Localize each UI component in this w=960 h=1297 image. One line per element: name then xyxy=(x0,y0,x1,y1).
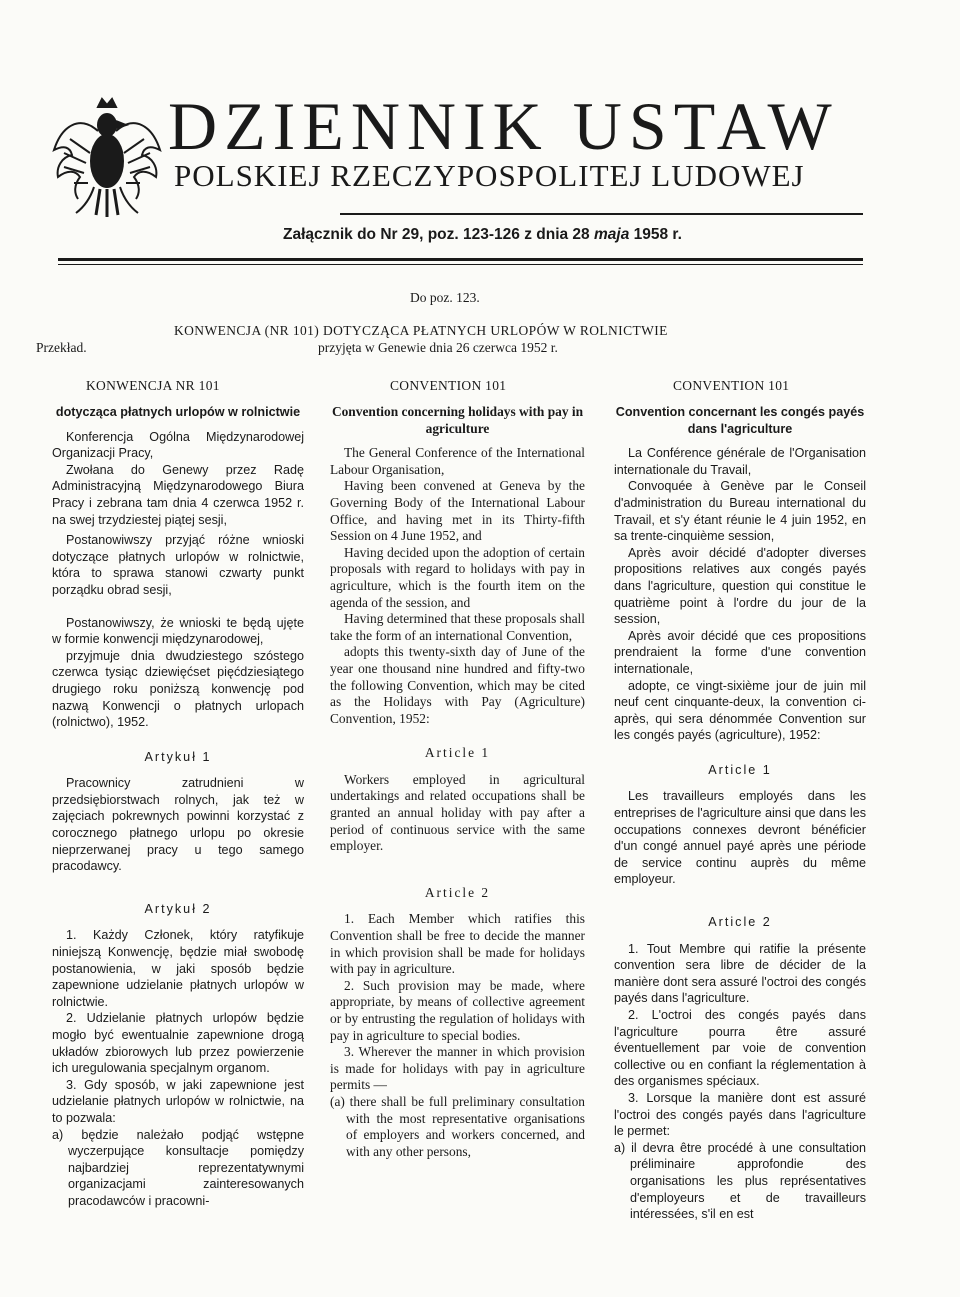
article-2-title: Article 2 xyxy=(424,884,491,900)
preamble-paragraph: Postanowiwszy, że wnioski te będą ujęte w formie konwencji międzynarodowej, xyxy=(52,615,304,647)
article-2-paragraph: 2. Udzielanie płatnych urlopów będzie mogło być ewentualnie zapewnione drogą układów zbiorowych lub przez powierzenie ich uregulowania specjalnym organom. xyxy=(52,1011,304,1076)
adopted-line: przyjęta w Genewie dnia 26 czerwca 1952 r. xyxy=(318,340,558,355)
polish-eagle-emblem xyxy=(50,95,165,220)
preamble-paragraph: Convoquée à Genève par le Conseil d'administration du Bureau international du Travail, et s'y étant réunie le 4 juin 1952, en sa trente-cinquième session, xyxy=(614,479,866,544)
article-1-text: Les travailleurs employés dans les entreprises de l'agriculture ainsi que dans les occupations connexes devront bénéficier d'un congé annuel payé après une période de service continu auprès du même employeur. xyxy=(614,789,866,887)
article-2-title: Article 2 xyxy=(708,915,772,930)
article-2-paragraph: 1. Tout Membre qui ratifie la présente convention sera libre de décider de la manière dont sera assuré l'octroi des congés payés dans l'agriculture. xyxy=(614,941,866,1006)
item-reference: Do poz. 123. xyxy=(410,290,480,305)
main-title: KONWENCJA (NR 101) DOTYCZĄCA PŁATNYCH URLOPÓW W ROLNICTWIE xyxy=(174,323,668,338)
annex-line xyxy=(283,226,843,244)
article-2-paragraph: 3. Gdy sposób, w jaki zapewnione jest udzielanie płatnych urlopów w rolnictwie, na to pozwala: xyxy=(52,1077,304,1125)
translation-label: Przekład. xyxy=(36,340,87,355)
article-2-subitem-a: (a) there shall be full preliminary consultation with the most representative organisations of employers and workers concerned, and with any other persons, xyxy=(330,1093,585,1159)
polish-preamble xyxy=(52,429,304,731)
masthead-rule-thin xyxy=(58,264,863,265)
article-1-text: Workers employed in agricultural undertakings and related occupations shall be granted an annual holiday with pay after a period of continuous service with the same employer. xyxy=(330,771,585,854)
preamble-paragraph: Having determined that these proposals shall take the form of an international Convention, xyxy=(330,611,585,643)
preamble-paragraph: adopte, ce vingt-sixième jour de juin mil neuf cent cinquante-deux, la convention ci-après, qui sera dénommée Convention sur les congés payés (agriculture), 1952: xyxy=(614,678,866,743)
article-2-subitem-a: a) będzie należało podjąć wstępne wyczerpujące konsultacje pomiędzy najbardziej reprezentatywnymi organizacjami zainteresowanych pracodawców i pracowni- xyxy=(52,1127,304,1208)
french-subheading: Convention concernant les congés payés dans l'agriculture xyxy=(615,405,865,436)
polish-column xyxy=(52,404,304,1210)
annex-text: Załącznik do Nr 29, poz. 123-126 z dnia 28 xyxy=(283,226,594,243)
preamble-paragraph: Après avoir décidé d'adopter diverses propositions relatives aux congés payés dans l'agriculture, question qui constitue le quatrième point à l'ordre du jour de la session, xyxy=(614,545,866,627)
masthead-rule-thick xyxy=(58,258,863,261)
annex-year: 1958 r. xyxy=(629,226,682,243)
article-1-title: Artykuł 1 xyxy=(144,749,212,764)
masthead-title: DZIENNIK USTAW xyxy=(168,88,839,164)
preamble-paragraph: The General Conference of the International Labour Organisation, xyxy=(330,445,585,477)
article-2-paragraph: 3. Wherever the manner in which provision is made for holidays with pay in agriculture permits — xyxy=(330,1044,585,1093)
annex-month: maja xyxy=(593,226,630,243)
preamble-paragraph: Having decided upon the adoption of certain proposals with regard to holidays with pay in agriculture, which is the fourth item on the agenda of the session, and xyxy=(330,544,585,610)
preamble-paragraph: Having been convened at Geneva by the Governing Body of the International Labour Office, and having met in its Thirty-fifth Session on 4 June 1952, and xyxy=(330,478,585,544)
article-2-paragraph: 2. L'octroi des congés payés dans l'agriculture pourra être assuré éventuellement par voie de convention collective ou en confiant la réglementation à des organismes spéciaux. xyxy=(614,1008,866,1089)
article-2-paragraph: 3. Lorsque la manière dont est assuré l'octroi des congés payés dans l'agriculture le permet: xyxy=(614,1090,866,1139)
article-2-paragraph: 1. Each Member which ratifies this Convention shall be free to decide the manner in which provision shall be made for holidays with pay in agriculture. xyxy=(330,911,585,977)
article-2-title: Artykuł 2 xyxy=(144,901,212,916)
preamble-paragraph: La Conférence générale de l'Organisation internationale du Travail, xyxy=(614,446,866,477)
preamble-paragraph: adopts this twenty-sixth day of June of the year one thousand nine hundred and fifty-two the following Convention, which may be cited as the Holidays with Pay (Agriculture) Convention, 1952: xyxy=(330,644,585,726)
article-1-text: Pracownicy zatrudnieni w przedsiębiorstwach rolnych, jak też w zajęciach pokrewnych powinni korzystać z corocznego płatnego urlopu po okresie nieprzerwanej pracy u tego samego pracodawcy. xyxy=(52,776,304,874)
polish-heading: KONWENCJA NR 101 xyxy=(86,378,220,393)
english-heading: CONVENTION 101 xyxy=(390,378,507,393)
french-heading: CONVENTION 101 xyxy=(673,378,790,393)
french-preamble xyxy=(614,445,866,744)
article-1-title: Article 1 xyxy=(708,762,772,777)
masthead-rule-top xyxy=(340,213,863,215)
preamble-paragraph: Après avoir décidé que ces propositions prendraient la forme d'une convention internationale, xyxy=(614,628,866,676)
article-2-subitem-a: a) il devra être procédé à une consultation préliminaire approfondie des organisations les plus représentatives d'employeurs et de travailleurs intéressées, s'il en est xyxy=(614,1140,866,1222)
preamble-paragraph: Zwołana do Genewy przez Radę Administracyjną Międzynarodowego Biura Pracy i zebrana tam dnia 4 czerwca 1952 r. na swej trzydziestej piątej sesji, xyxy=(52,462,304,527)
preamble-paragraph: przyjmuje dnia dwudziestego szóstego czerwca tysiąc dziewięćset pięćdziesiątego drugiego roku poniższą konwencję pod nazwą Konwencji o płatnych urlopach (rolnictwo), 1952. xyxy=(52,648,304,730)
english-subheading: Convention concerning holidays with pay in agriculture xyxy=(331,404,584,436)
polish-subheading: dotycząca płatnych urlopów w rolnictwie xyxy=(55,405,301,419)
french-column xyxy=(614,404,866,1223)
article-1-title: Article 1 xyxy=(424,745,491,761)
english-preamble xyxy=(330,445,585,727)
english-column xyxy=(330,404,585,1160)
masthead-subtitle: POLSKIEJ RZECZYPOSPOLITEJ LUDOWEJ xyxy=(174,158,805,193)
preamble-paragraph: Konferencja Ogólna Międzynarodowej Organizacji Pracy, xyxy=(52,429,304,461)
article-2-paragraph: 2. Such provision may be made, where appropriate, by means of collective agreement or by entrusting the regulation of holidays with pay in agriculture to special bodies. xyxy=(330,977,585,1043)
article-2-paragraph: 1. Każdy Członek, który ratyfikuje niniejszą Konwencję, będzie miał swobodę postanowienia, w jaki sposób będzie zapewnione udzielanie płatnych urlopów w rolnictwie. xyxy=(52,928,304,1009)
preamble-paragraph: Postanowiwszy przyjąć różne wnioski dotyczące płatnych urlopów w rolnictwie, która to sprawa stanowi czwarty punkt porządku obrad sesji, xyxy=(52,533,304,597)
